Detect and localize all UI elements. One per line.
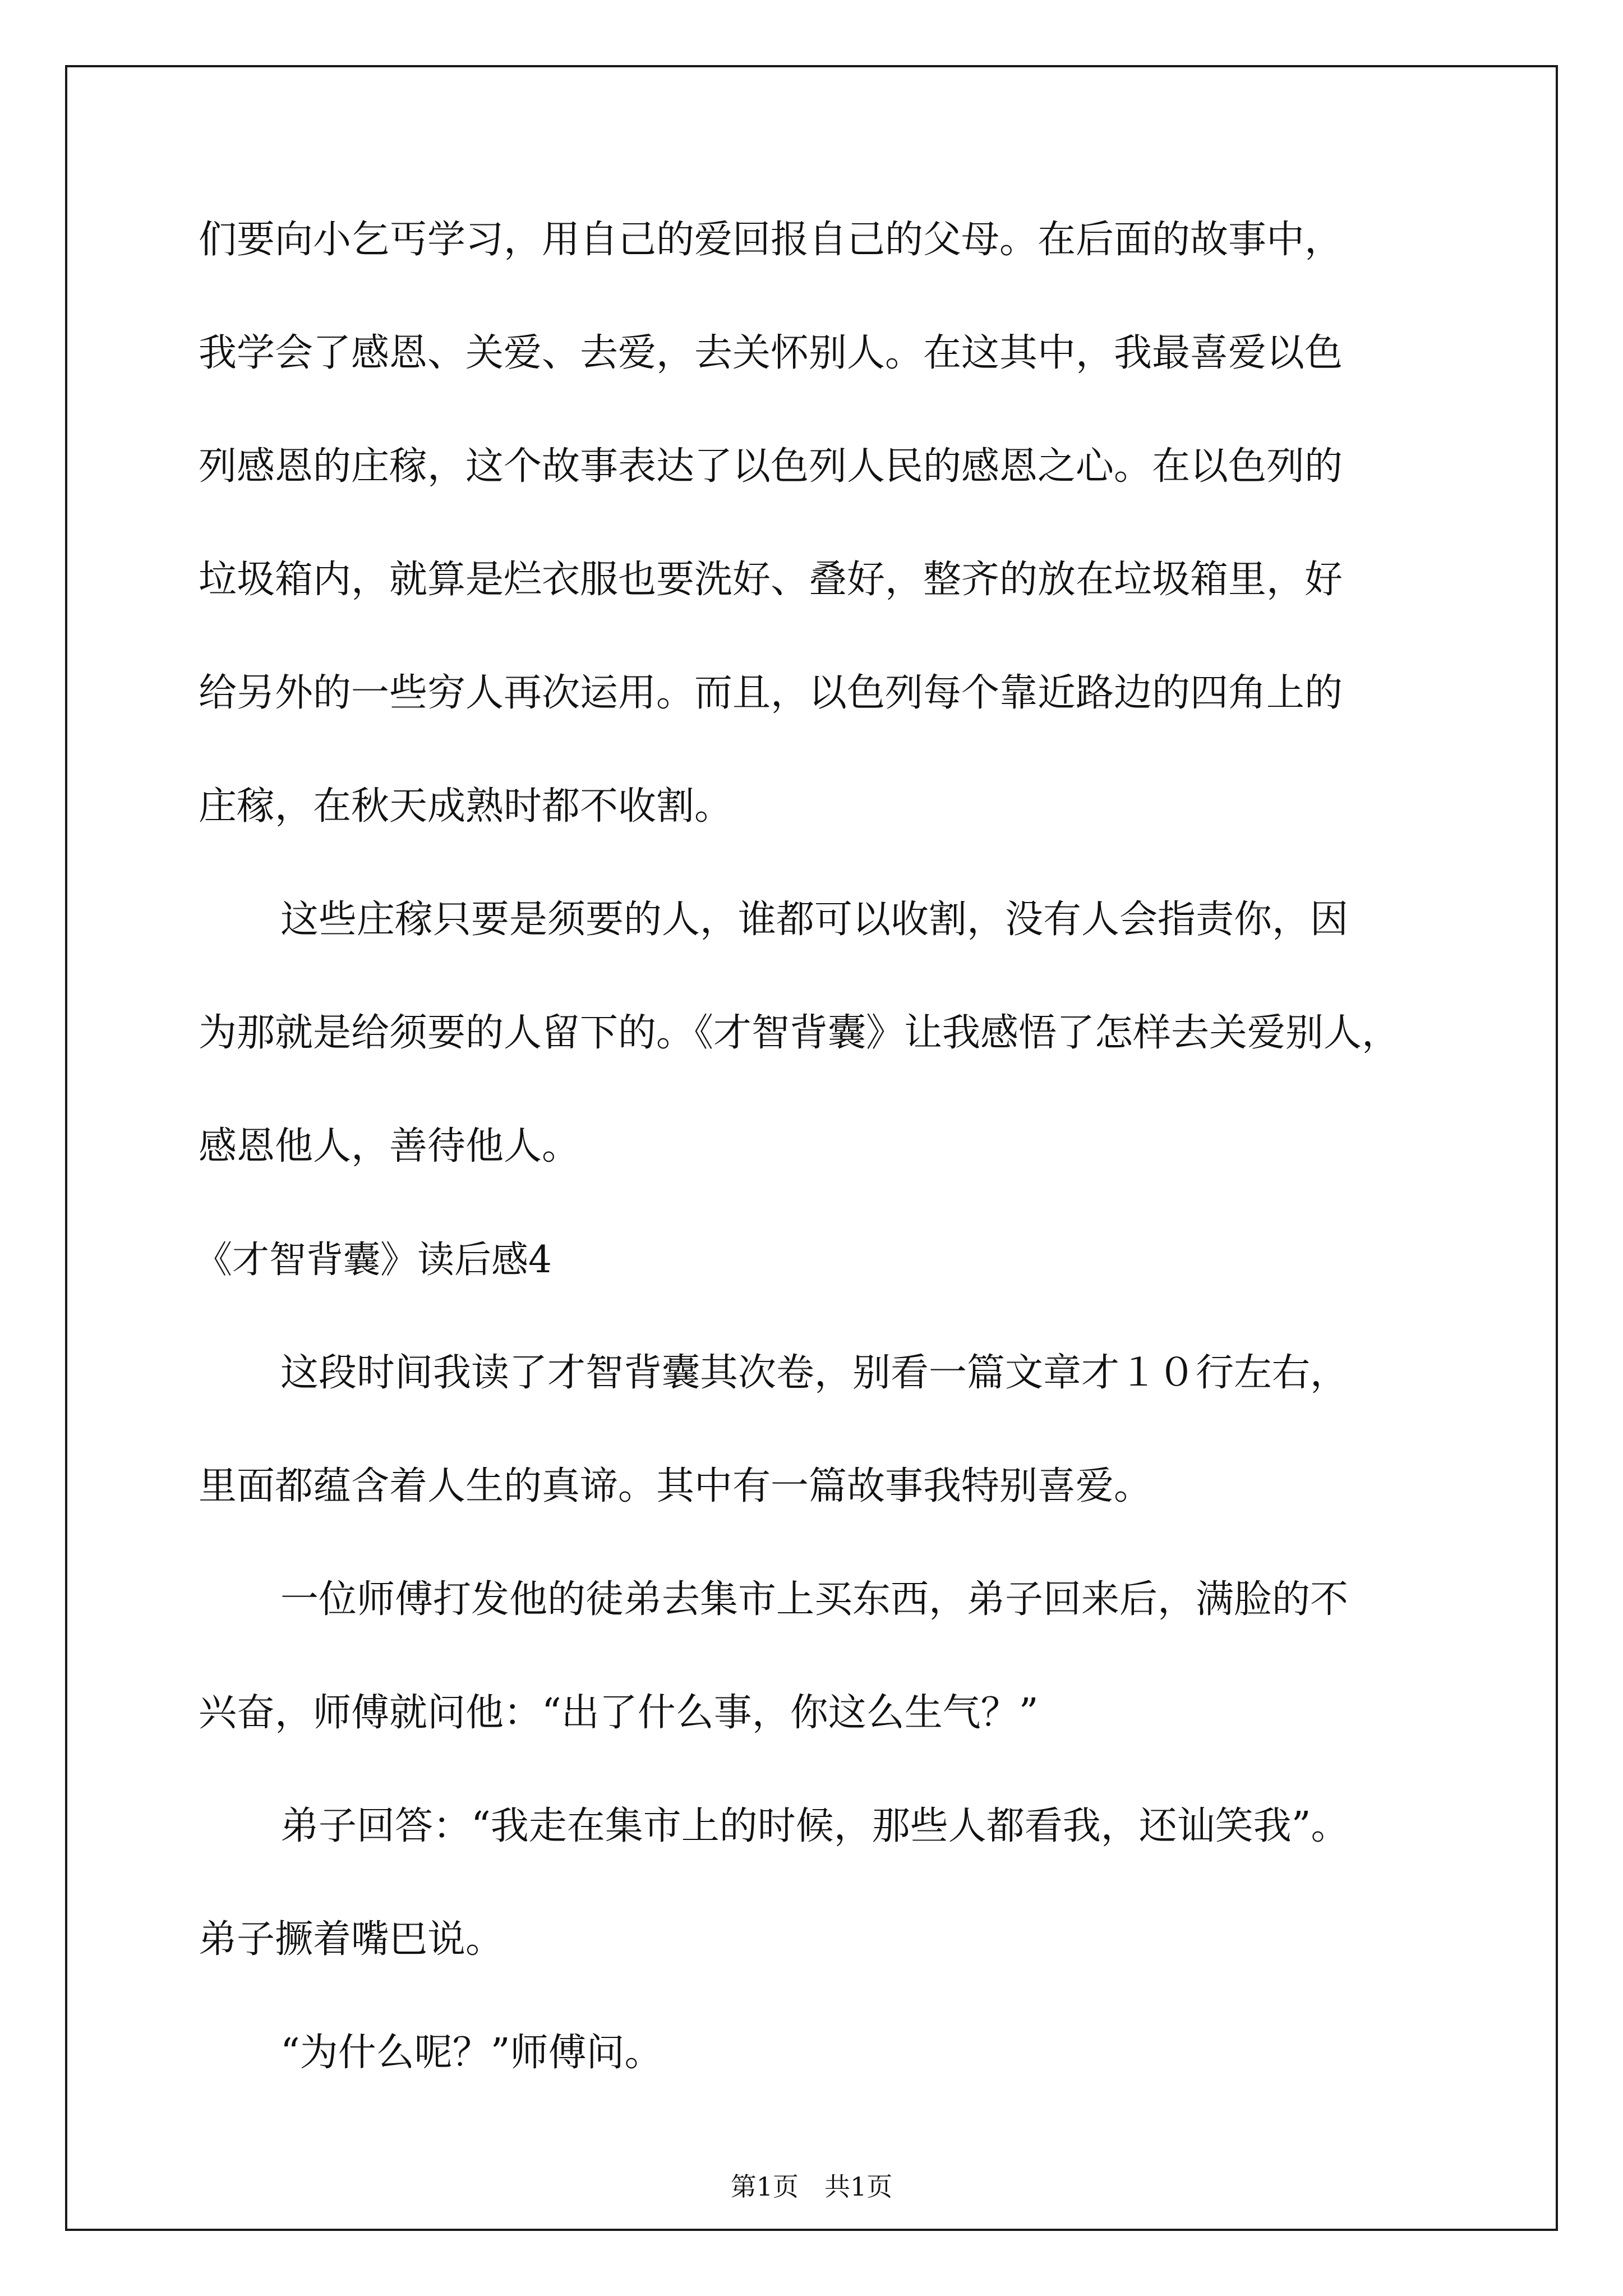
text-line: 给另外的一些穷人再次运用。而且，以色列每个靠近路边的四角上的	[199, 671, 1343, 715]
text-line: 垃圾箱内，就算是烂衣服也要洗好、叠好，整齐的放在垃圾箱里，好	[199, 558, 1343, 602]
text-line: 这些庄稼只要是须要的人，谁都可以收割，没有人会指责你，因	[280, 898, 1349, 942]
text-line: 这段时间我读了才智背囊其次卷，别看一篇文章才１０行左右，	[280, 1351, 1349, 1395]
text-line: 一位师傅打发他的徒弟去集市上买东西，弟子回来后，满脸的不	[280, 1577, 1349, 1622]
section-heading: 《才智背囊》读后感4	[195, 1238, 552, 1281]
text-line: 我学会了感恩、关爱、去爱，去关怀别人。在这其中，我最喜爱以色	[199, 331, 1343, 375]
text-line: “为什么呢？”师傅问。	[280, 2031, 663, 2075]
text-line: 弟子回答：“我走在集市上的时候，那些人都看我，还讪笑我”。	[280, 1804, 1349, 1848]
text-line: 兴奋，师傅就问他：“出了什么事，你这么生气？”	[199, 1691, 1039, 1735]
text-line: 弟子撅着嘴巴说。	[199, 1917, 504, 1962]
text-line: 感恩他人，善待他人。	[199, 1124, 580, 1168]
page-footer: 第1页 共1页	[730, 2171, 893, 2202]
text-line: 里面都蕴含着人生的真谛。其中有一篇故事我特别喜爱。	[199, 1464, 1152, 1508]
text-line: 庄稼，在秋天成熟时都不收割。	[199, 784, 733, 829]
text-line: 为那就是给须要的人留下的。《才智背囊》让我感悟了怎样去关爱别人，	[199, 1011, 1400, 1055]
text-line: 列感恩的庄稼，这个故事表达了以色列人民的感恩之心。在以色列的	[199, 444, 1343, 489]
text-line: 们要向小乞丐学习，用自己的爱回报自己的父母。在后面的故事中，	[199, 218, 1343, 262]
